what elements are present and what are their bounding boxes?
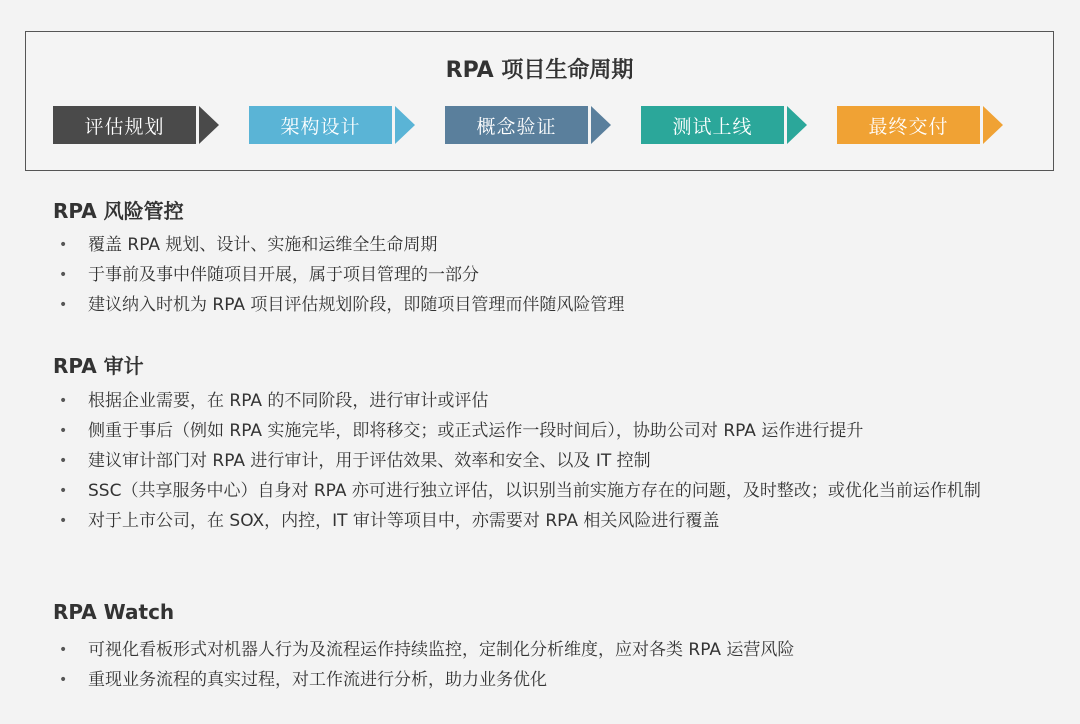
- list-item-text: 于事前及事中伴随项目开展，属于项目管理的一部分: [88, 265, 479, 285]
- chevron-right-icon: [787, 106, 807, 144]
- stage-final-delivery: [837, 106, 1007, 144]
- chevron-right-icon: [395, 106, 415, 144]
- bullet-icon: •: [59, 642, 68, 658]
- stage-architecture-design: [249, 106, 419, 144]
- section-heading-rpa-watch: RPA Watch: [53, 600, 175, 624]
- list-item-text: SSC（共享服务中心）自身对 RPA 亦可进行独立评估，以识别当前实施方存在的问题，及时整改；或优化当前运作机制: [88, 481, 981, 501]
- list-item: [54, 290, 1024, 320]
- stage-label: 架构设计: [249, 106, 392, 144]
- stage-label: 测试上线: [641, 106, 784, 144]
- chevron-right-icon: [591, 106, 611, 144]
- bullet-icon: •: [59, 267, 68, 283]
- list-item-text: 根据企业需要，在 RPA 的不同阶段，进行审计或评估: [88, 391, 489, 411]
- list-item-text: 可视化看板形式对机器人行为及流程运作持续监控，定制化分析维度，应对各类 RPA 运营风险: [88, 640, 795, 660]
- list-item: [54, 386, 1024, 416]
- lifecycle-title: RPA 项目生命周期: [445, 58, 634, 83]
- lifecycle-panel: [25, 31, 1054, 171]
- chevron-right-icon: [983, 106, 1003, 144]
- audit-list: [54, 386, 1024, 536]
- list-item: [54, 635, 1024, 665]
- chevron-right-icon: [199, 106, 219, 144]
- list-item: [54, 446, 1024, 476]
- section-heading-audit: RPA 审计: [53, 354, 144, 378]
- list-item: [54, 416, 1024, 446]
- list-item-text: 建议审计部门对 RPA 进行审计，用于评估效果、效率和安全、以及 IT 控制: [88, 451, 651, 471]
- bullet-icon: •: [59, 297, 68, 313]
- bullet-icon: •: [59, 672, 68, 688]
- list-item: [54, 506, 1024, 536]
- stage-test-go-live: [641, 106, 811, 144]
- section-heading-risk-control: RPA 风险管控: [53, 199, 184, 223]
- bullet-icon: •: [59, 483, 68, 499]
- list-item: [54, 260, 1024, 290]
- risk-control-list: [54, 230, 1024, 320]
- rpa-watch-list: [54, 635, 1024, 695]
- bullet-icon: •: [59, 513, 68, 529]
- bullet-icon: •: [59, 453, 68, 469]
- stage-proof-of-concept: [445, 106, 615, 144]
- stage-label: 评估规划: [53, 106, 196, 144]
- bullet-icon: •: [59, 237, 68, 253]
- stage-evaluate-plan: [53, 106, 223, 144]
- bullet-icon: •: [59, 423, 68, 439]
- list-item-text: 重现业务流程的真实过程，对工作流进行分析，助力业务优化: [88, 670, 547, 690]
- list-item: [54, 665, 1024, 695]
- list-item-text: 建议纳入时机为 RPA 项目评估规划阶段，即随项目管理而伴随风险管理: [88, 295, 625, 315]
- stage-label: 概念验证: [445, 106, 588, 144]
- list-item: [54, 476, 1024, 506]
- list-item-text: 侧重于事后（例如 RPA 实施完毕，即将移交；或正式运作一段时间后），协助公司对 RPA 运作进行提升: [88, 421, 864, 441]
- list-item-text: 覆盖 RPA 规划、设计、实施和运维全生命周期: [88, 235, 438, 255]
- list-item-text: 对于上市公司，在 SOX，内控，IT 审计等项目中，亦需要对 RPA 相关风险进行覆盖: [88, 511, 720, 531]
- list-item: [54, 230, 1024, 260]
- stage-label: 最终交付: [837, 106, 980, 144]
- bullet-icon: •: [59, 393, 68, 409]
